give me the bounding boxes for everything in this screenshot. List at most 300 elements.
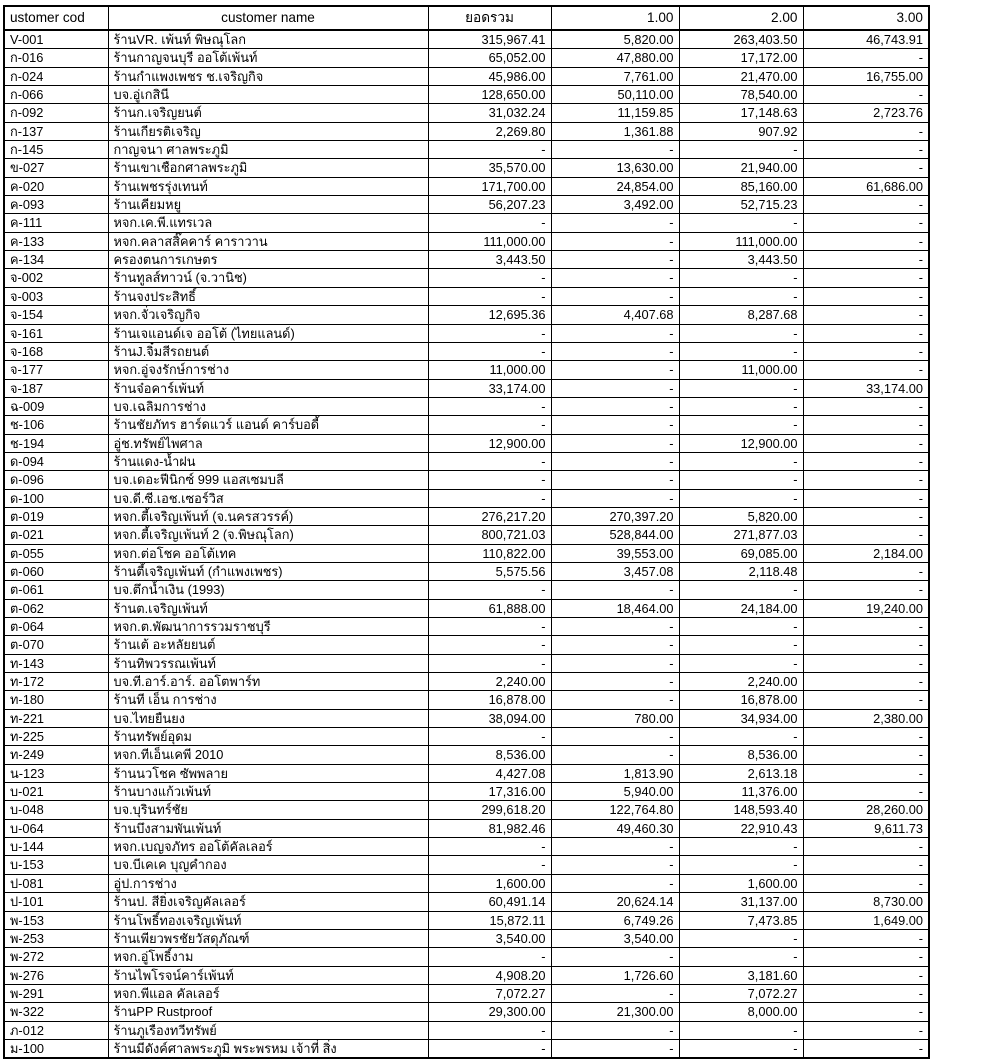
table-row: [4, 214, 929, 232]
cell-customer-name: ร้านเคียมหยู: [108, 196, 428, 214]
cell-period-3: -: [803, 324, 929, 342]
cell-customer-name: หจก.เบญจภัทร ออโต้คัลเลอร์: [108, 838, 428, 856]
table-row: [4, 581, 929, 599]
cell-period-1: 5,820.00: [551, 30, 679, 49]
table-row: [4, 1039, 929, 1058]
cell-period-3: -: [803, 232, 929, 250]
cell-customer-name: หจก.ต.พัฒนาการรวมราชบุรี: [108, 618, 428, 636]
cell-customer-code: พ-272: [4, 948, 108, 966]
cell-period-2: 85,160.00: [679, 177, 803, 195]
cell-total-amount: 4,908.20: [428, 966, 551, 984]
table-row: [4, 324, 929, 342]
cell-customer-code: พ-291: [4, 984, 108, 1002]
cell-total-amount: -: [428, 728, 551, 746]
cell-customer-code: ข-027: [4, 159, 108, 177]
cell-total-amount: 29,300.00: [428, 1003, 551, 1021]
cell-period-3: -: [803, 489, 929, 507]
table-row: [4, 599, 929, 617]
table-row: [4, 507, 929, 525]
cell-period-1: 270,397.20: [551, 507, 679, 525]
cell-customer-name: ร้านเขาเชือกศาลพระภูมิ: [108, 159, 428, 177]
cell-period-3: -: [803, 838, 929, 856]
cell-customer-code: ก-016: [4, 49, 108, 67]
cell-customer-name: หจก.ต่อโชค ออโต้เทค: [108, 544, 428, 562]
cell-customer-name: ร้านบางแก้วเพ้นท์: [108, 783, 428, 801]
cell-period-3: -: [803, 636, 929, 654]
cell-period-2: 111,000.00: [679, 232, 803, 250]
table-row: [4, 801, 929, 819]
cell-customer-code: ก-137: [4, 122, 108, 140]
cell-total-amount: -: [428, 654, 551, 672]
table-row: [4, 306, 929, 324]
cell-customer-name: หจก.พีแอล คัลเลอร์: [108, 984, 428, 1002]
cell-total-amount: 7,072.27: [428, 984, 551, 1002]
cell-customer-name: บจ.อู่เกสินี: [108, 86, 428, 104]
cell-period-3: -: [803, 251, 929, 269]
cell-customer-code: ท-221: [4, 709, 108, 727]
cell-customer-name: หจก.อู่โพธิ์งาม: [108, 948, 428, 966]
cell-period-3: 2,184.00: [803, 544, 929, 562]
cell-customer-name: ร้านนวโชค ซัพพลาย: [108, 764, 428, 782]
cell-period-3: -: [803, 966, 929, 984]
cell-customer-code: ก-024: [4, 67, 108, 85]
table-row: [4, 728, 929, 746]
cell-period-3: 61,686.00: [803, 177, 929, 195]
cell-customer-name: ร้านJ.จิ๋มสีรถยนต์: [108, 342, 428, 360]
cell-period-3: -: [803, 452, 929, 470]
cell-customer-name: ร้านต.เจริญเพ้นท์: [108, 599, 428, 617]
cell-total-amount: 128,650.00: [428, 86, 551, 104]
cell-period-2: -: [679, 728, 803, 746]
cell-period-1: -: [551, 141, 679, 159]
cell-total-amount: 15,872.11: [428, 911, 551, 929]
cell-period-2: -: [679, 948, 803, 966]
cell-period-3: -: [803, 361, 929, 379]
cell-total-amount: -: [428, 618, 551, 636]
cell-customer-name: ร้านก.เจริญยนต์: [108, 104, 428, 122]
cell-total-amount: 12,695.36: [428, 306, 551, 324]
cell-total-amount: 35,570.00: [428, 159, 551, 177]
cell-period-1: 21,300.00: [551, 1003, 679, 1021]
cell-customer-name: ร้านทรัพย์อุดม: [108, 728, 428, 746]
cell-period-2: -: [679, 618, 803, 636]
cell-customer-name: ร้านตี้เจริญเพ้นท์ (กำแพงเพชร): [108, 562, 428, 580]
cell-customer-name: ร้านบึงสามพันเพ้นท์: [108, 819, 428, 837]
table-row: [4, 709, 929, 727]
table-row: [4, 342, 929, 360]
cell-customer-name: ร้านภูเรืองทวีทรัพย์: [108, 1021, 428, 1039]
cell-customer-name: บจ.บีเคเค บุญคำกอง: [108, 856, 428, 874]
cell-period-1: -: [551, 489, 679, 507]
cell-period-1: -: [551, 269, 679, 287]
cell-customer-name: บจ.ที.อาร์.อาร์. ออโตพาร์ท: [108, 673, 428, 691]
cell-customer-name: ร้านชัยภัทร ฮาร์ดแวร์ แอนด์ คาร์บอดี้: [108, 416, 428, 434]
cell-customer-code: ก-092: [4, 104, 108, 122]
cell-period-3: -: [803, 342, 929, 360]
cell-period-2: 2,118.48: [679, 562, 803, 580]
cell-period-2: 78,540.00: [679, 86, 803, 104]
table-row: [4, 654, 929, 672]
cell-total-amount: 45,986.00: [428, 67, 551, 85]
cell-period-1: -: [551, 874, 679, 892]
cell-period-2: -: [679, 654, 803, 672]
cell-period-2: 148,593.40: [679, 801, 803, 819]
table-row: [4, 232, 929, 250]
cell-period-2: -: [679, 838, 803, 856]
cell-customer-name: ร้านเพียวพรชัยวัสดุภัณฑ์: [108, 929, 428, 947]
cell-customer-name: หจก.เค.พี.แทรเวล: [108, 214, 428, 232]
cell-period-2: -: [679, 1039, 803, 1058]
table-row: [4, 691, 929, 709]
cell-period-1: -: [551, 434, 679, 452]
cell-customer-name: หจก.ทีเอ็นเคพี 2010: [108, 746, 428, 764]
cell-period-2: 21,470.00: [679, 67, 803, 85]
cell-total-amount: 2,269.80: [428, 122, 551, 140]
cell-customer-code: ต-019: [4, 507, 108, 525]
cell-total-amount: -: [428, 324, 551, 342]
table-row: [4, 196, 929, 214]
cell-period-1: -: [551, 251, 679, 269]
cell-period-3: -: [803, 141, 929, 159]
cell-customer-name: ร้านป. สียิ่งเจริญคัลเลอร์: [108, 893, 428, 911]
cell-period-3: 28,260.00: [803, 801, 929, 819]
cell-total-amount: -: [428, 416, 551, 434]
header-customer-name: customer name: [108, 6, 428, 30]
table-row: [4, 379, 929, 397]
cell-period-2: 69,085.00: [679, 544, 803, 562]
cell-total-amount: 2,240.00: [428, 673, 551, 691]
cell-period-2: 16,878.00: [679, 691, 803, 709]
table-header-row: [4, 6, 929, 30]
cell-customer-code: ม-100: [4, 1039, 108, 1058]
cell-total-amount: -: [428, 141, 551, 159]
cell-period-2: 24,184.00: [679, 599, 803, 617]
cell-period-2: 17,172.00: [679, 49, 803, 67]
header-period-2: 2.00: [679, 6, 803, 30]
cell-total-amount: 276,217.20: [428, 507, 551, 525]
table-row: [4, 929, 929, 947]
cell-period-1: -: [551, 636, 679, 654]
cell-customer-code: จ-161: [4, 324, 108, 342]
cell-period-2: 271,877.03: [679, 526, 803, 544]
cell-customer-name: บจ.เฉลิมการช่าง: [108, 397, 428, 415]
cell-period-2: 2,240.00: [679, 673, 803, 691]
cell-period-1: 780.00: [551, 709, 679, 727]
cell-total-amount: 11,000.00: [428, 361, 551, 379]
table-row: [4, 30, 929, 49]
cell-customer-code: จ-003: [4, 287, 108, 305]
cell-total-amount: 315,967.41: [428, 30, 551, 49]
cell-period-2: 5,820.00: [679, 507, 803, 525]
cell-total-amount: -: [428, 287, 551, 305]
cell-customer-code: ต-070: [4, 636, 108, 654]
cell-period-1: 528,844.00: [551, 526, 679, 544]
cell-customer-code: ค-134: [4, 251, 108, 269]
cell-period-3: 19,240.00: [803, 599, 929, 617]
cell-period-3: -: [803, 654, 929, 672]
cell-period-1: 1,726.60: [551, 966, 679, 984]
cell-total-amount: 56,207.23: [428, 196, 551, 214]
cell-customer-code: ท-249: [4, 746, 108, 764]
cell-total-amount: 4,427.08: [428, 764, 551, 782]
cell-period-3: -: [803, 269, 929, 287]
cell-customer-name: ร้านกาญจนบุรี ออโต้เพ้นท์: [108, 49, 428, 67]
cell-total-amount: 65,052.00: [428, 49, 551, 67]
cell-period-3: -: [803, 196, 929, 214]
cell-period-2: -: [679, 416, 803, 434]
cell-customer-name: ร้านVR. เพ้นท์ พิษณุโลก: [108, 30, 428, 49]
cell-customer-name: ร้านจ๋อคาร์เพ้นท์: [108, 379, 428, 397]
cell-period-3: -: [803, 874, 929, 892]
cell-period-1: 13,630.00: [551, 159, 679, 177]
cell-customer-code: ท-143: [4, 654, 108, 672]
cell-period-1: -: [551, 342, 679, 360]
header-period-1: 1.00: [551, 6, 679, 30]
cell-total-amount: 111,000.00: [428, 232, 551, 250]
cell-total-amount: -: [428, 452, 551, 470]
table-row: [4, 874, 929, 892]
cell-period-1: -: [551, 452, 679, 470]
cell-customer-code: บ-144: [4, 838, 108, 856]
cell-total-amount: 800,721.03: [428, 526, 551, 544]
cell-period-2: -: [679, 856, 803, 874]
cell-customer-name: บจ.ไทยยืนยง: [108, 709, 428, 727]
cell-customer-code: ด-094: [4, 452, 108, 470]
table-row: [4, 104, 929, 122]
cell-period-3: -: [803, 526, 929, 544]
cell-period-2: 907.92: [679, 122, 803, 140]
cell-period-3: -: [803, 49, 929, 67]
cell-period-1: -: [551, 618, 679, 636]
cell-period-3: -: [803, 306, 929, 324]
cell-customer-name: ร้านที เอ็น การช่าง: [108, 691, 428, 709]
cell-period-2: -: [679, 379, 803, 397]
table-row: [4, 67, 929, 85]
table-row: [4, 618, 929, 636]
table-row: [4, 452, 929, 470]
cell-period-1: -: [551, 416, 679, 434]
table-row: [4, 251, 929, 269]
cell-customer-name: ร้านเจแอนด์เจ ออโต้ (ไทยแลนด์): [108, 324, 428, 342]
cell-customer-code: ท-172: [4, 673, 108, 691]
cell-period-1: 3,540.00: [551, 929, 679, 947]
cell-customer-code: ท-225: [4, 728, 108, 746]
table-row: [4, 893, 929, 911]
cell-customer-code: ค-111: [4, 214, 108, 232]
cell-customer-code: พ-322: [4, 1003, 108, 1021]
table-row: [4, 966, 929, 984]
cell-customer-code: ภ-012: [4, 1021, 108, 1039]
cell-period-2: 2,613.18: [679, 764, 803, 782]
cell-total-amount: 16,878.00: [428, 691, 551, 709]
cell-total-amount: 12,900.00: [428, 434, 551, 452]
table-row: [4, 86, 929, 104]
cell-period-3: -: [803, 948, 929, 966]
cell-customer-name: ร้านPP Rustproof: [108, 1003, 428, 1021]
table-row: [4, 269, 929, 287]
cell-total-amount: -: [428, 471, 551, 489]
table-row: [4, 636, 929, 654]
table-row: [4, 562, 929, 580]
table-row: [4, 141, 929, 159]
cell-period-3: -: [803, 122, 929, 140]
cell-customer-code: พ-253: [4, 929, 108, 947]
cell-customer-code: ค-020: [4, 177, 108, 195]
cell-period-3: -: [803, 416, 929, 434]
cell-period-3: 46,743.91: [803, 30, 929, 49]
cell-total-amount: 1,600.00: [428, 874, 551, 892]
cell-customer-code: ด-096: [4, 471, 108, 489]
cell-customer-name: ร้านเกียรติเจริญ: [108, 122, 428, 140]
cell-period-1: 122,764.80: [551, 801, 679, 819]
cell-period-1: -: [551, 214, 679, 232]
table-row: [4, 764, 929, 782]
cell-period-3: -: [803, 581, 929, 599]
cell-period-3: -: [803, 1021, 929, 1039]
cell-customer-name: ครองตนการเกษตร: [108, 251, 428, 269]
cell-period-1: -: [551, 654, 679, 672]
cell-period-3: -: [803, 287, 929, 305]
cell-customer-code: จ-187: [4, 379, 108, 397]
table-row: [4, 49, 929, 67]
cell-customer-code: บ-021: [4, 783, 108, 801]
cell-period-3: 16,755.00: [803, 67, 929, 85]
cell-total-amount: -: [428, 397, 551, 415]
table-row: [4, 783, 929, 801]
cell-period-1: 1,813.90: [551, 764, 679, 782]
cell-period-2: 263,403.50: [679, 30, 803, 49]
cell-period-2: -: [679, 287, 803, 305]
cell-customer-name: กาญจนา ศาลพระภูมิ: [108, 141, 428, 159]
cell-period-3: -: [803, 783, 929, 801]
cell-period-1: 50,110.00: [551, 86, 679, 104]
cell-period-3: 8,730.00: [803, 893, 929, 911]
cell-period-2: 3,181.60: [679, 966, 803, 984]
cell-period-3: -: [803, 562, 929, 580]
cell-period-2: 12,900.00: [679, 434, 803, 452]
cell-period-2: -: [679, 452, 803, 470]
cell-period-3: 1,649.00: [803, 911, 929, 929]
cell-period-3: -: [803, 929, 929, 947]
table-row: [4, 397, 929, 415]
cell-period-3: -: [803, 728, 929, 746]
cell-customer-name: อู่ช.ทรัพย์ไพศาล: [108, 434, 428, 452]
cell-period-1: 20,624.14: [551, 893, 679, 911]
table-row: [4, 287, 929, 305]
cell-period-3: -: [803, 764, 929, 782]
cell-period-3: 2,723.76: [803, 104, 929, 122]
cell-period-2: 31,137.00: [679, 893, 803, 911]
cell-period-1: -: [551, 361, 679, 379]
cell-customer-name: บจ.ดี.ซี.เอช.เซอร์วิส: [108, 489, 428, 507]
cell-period-2: 8,287.68: [679, 306, 803, 324]
cell-total-amount: -: [428, 581, 551, 599]
cell-customer-code: ต-060: [4, 562, 108, 580]
cell-period-1: -: [551, 471, 679, 489]
cell-period-2: 7,072.27: [679, 984, 803, 1002]
cell-customer-name: ร้านกำแพงเพชร ช.เจริญกิจ: [108, 67, 428, 85]
cell-customer-code: พ-153: [4, 911, 108, 929]
cell-period-1: -: [551, 691, 679, 709]
cell-customer-name: หจก.ตี้เจริญเพ้นท์ 2 (จ.พิษณุโลก): [108, 526, 428, 544]
cell-customer-name: บจ.เดอะฟีนิกซ์ 999 แอสเซมบลี: [108, 471, 428, 489]
cell-customer-name: หจก.จั่วเจริญกิจ: [108, 306, 428, 324]
header-period-3: 3.00: [803, 6, 929, 30]
cell-period-3: 33,174.00: [803, 379, 929, 397]
cell-customer-code: บ-048: [4, 801, 108, 819]
cell-customer-name: ร้านทูลส์ทาวน์ (จ.วานิช): [108, 269, 428, 287]
cell-total-amount: 171,700.00: [428, 177, 551, 195]
cell-period-1: 39,553.00: [551, 544, 679, 562]
cell-total-amount: -: [428, 636, 551, 654]
cell-total-amount: -: [428, 856, 551, 874]
cell-period-1: 49,460.30: [551, 819, 679, 837]
cell-period-2: 8,536.00: [679, 746, 803, 764]
cell-period-2: 1,600.00: [679, 874, 803, 892]
cell-total-amount: -: [428, 489, 551, 507]
cell-customer-code: ค-093: [4, 196, 108, 214]
cell-period-1: 5,940.00: [551, 783, 679, 801]
cell-customer-code: ท-180: [4, 691, 108, 709]
cell-customer-name: บจ.บุรินทร์ชัย: [108, 801, 428, 819]
cell-total-amount: 3,540.00: [428, 929, 551, 947]
cell-customer-code: ช-194: [4, 434, 108, 452]
cell-total-amount: 110,822.00: [428, 544, 551, 562]
cell-customer-code: ค-133: [4, 232, 108, 250]
cell-customer-name: ร้านเต้ อะหลัยยนต์: [108, 636, 428, 654]
cell-period-1: -: [551, 232, 679, 250]
cell-period-2: -: [679, 636, 803, 654]
cell-period-3: -: [803, 434, 929, 452]
cell-period-3: -: [803, 397, 929, 415]
cell-customer-code: ป-081: [4, 874, 108, 892]
cell-customer-code: ก-066: [4, 86, 108, 104]
cell-customer-code: จ-168: [4, 342, 108, 360]
table-row: [4, 838, 929, 856]
customer-report-table: [3, 5, 930, 1059]
cell-period-2: 21,940.00: [679, 159, 803, 177]
cell-total-amount: 3,443.50: [428, 251, 551, 269]
cell-period-2: 11,376.00: [679, 783, 803, 801]
cell-period-1: -: [551, 379, 679, 397]
cell-period-1: 3,457.08: [551, 562, 679, 580]
cell-total-amount: 61,888.00: [428, 599, 551, 617]
cell-customer-code: ต-021: [4, 526, 108, 544]
cell-period-2: 52,715.23: [679, 196, 803, 214]
cell-period-1: -: [551, 838, 679, 856]
cell-customer-code: บ-064: [4, 819, 108, 837]
cell-customer-code: ต-064: [4, 618, 108, 636]
table-row: [4, 1021, 929, 1039]
cell-period-3: -: [803, 1003, 929, 1021]
cell-customer-code: ต-061: [4, 581, 108, 599]
cell-customer-name: หจก.คลาสสิ๊คคาร์ คาราวาน: [108, 232, 428, 250]
cell-period-2: 22,910.43: [679, 819, 803, 837]
table-row: [4, 177, 929, 195]
cell-total-amount: -: [428, 342, 551, 360]
cell-period-2: -: [679, 929, 803, 947]
cell-period-1: 7,761.00: [551, 67, 679, 85]
cell-total-amount: 5,575.56: [428, 562, 551, 580]
cell-period-1: 18,464.00: [551, 599, 679, 617]
cell-customer-code: จ-154: [4, 306, 108, 324]
cell-period-3: -: [803, 214, 929, 232]
table-row: [4, 159, 929, 177]
cell-total-amount: 60,491.14: [428, 893, 551, 911]
cell-period-2: 8,000.00: [679, 1003, 803, 1021]
cell-total-amount: -: [428, 1039, 551, 1058]
cell-customer-name: ร้านเพชรรุ่งเทนท์: [108, 177, 428, 195]
